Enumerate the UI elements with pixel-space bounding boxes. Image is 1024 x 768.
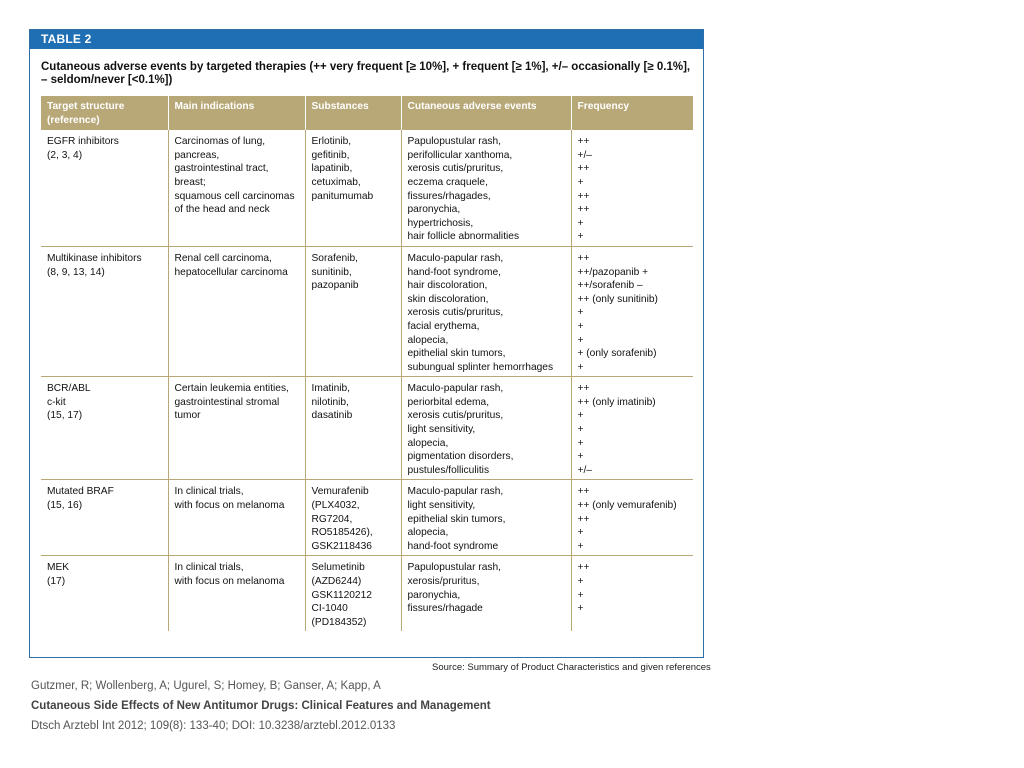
cell-line: panitumumab	[311, 190, 374, 202]
cell-line: GSK2118436	[311, 540, 372, 552]
cell-line: +	[577, 540, 584, 552]
cell-main-indications	[168, 246, 305, 376]
cell-main-indications	[168, 480, 305, 556]
cell-line: light sensitivity,	[407, 424, 476, 436]
table-header-row	[41, 96, 693, 130]
cell-line: c-kit	[47, 396, 66, 408]
cell-line: xerosis cutis/pruritus,	[407, 163, 504, 175]
cell-line: ++	[577, 163, 590, 175]
citation-journal: Dtsch Arztebl Int 2012; 109(8): 133-40; DOI: 10.3238/arztebl.2012.0133	[31, 720, 396, 732]
cell-line: +/–	[577, 149, 592, 161]
cell-line: Sorafenib,	[311, 252, 358, 264]
cell-line: In clinical trials,	[174, 486, 244, 498]
cell-line: facial erythema,	[407, 320, 480, 332]
cell-target-structure	[41, 480, 168, 556]
cell-line: +	[577, 231, 584, 243]
column-header-target-structure	[41, 96, 168, 130]
cell-line: paronychia,	[407, 204, 461, 216]
cell-line: sunitinib,	[311, 266, 352, 278]
cell-line: In clinical trials,	[174, 562, 244, 574]
cell-line: hypertrichosis,	[407, 217, 474, 229]
column-header-substances	[305, 96, 401, 130]
cell-line: +	[577, 217, 584, 229]
cell-target-structure	[41, 246, 168, 376]
cell-line: +	[577, 527, 584, 539]
cell-line: ++	[577, 486, 590, 498]
cell-line: eczema craquele,	[407, 176, 488, 188]
cell-line: gefitinib,	[311, 149, 350, 161]
cell-line: Papulopustular rash,	[407, 136, 501, 148]
cell-line: pigmentation disorders,	[407, 451, 514, 463]
header-line: Main indications	[174, 101, 255, 112]
cell-line: ++	[577, 136, 590, 148]
cell-line: BCR/ABL	[47, 383, 91, 395]
cell-substances	[305, 130, 401, 246]
cell-line: (8, 9, 13, 14)	[47, 266, 105, 278]
cell-line: (PLX4032,	[311, 500, 360, 512]
citation-authors: Gutzmer, R; Wollenberg, A; Ugurel, S; Homey, B; Ganser, A; Kapp, A	[31, 680, 381, 692]
cell-cutaneous-adverse-events	[401, 556, 571, 631]
cell-line: tumor	[174, 410, 201, 422]
table-body	[41, 130, 693, 631]
cell-line: ++	[577, 252, 590, 264]
cell-main-indications	[168, 556, 305, 631]
header-line: (reference)	[47, 114, 100, 126]
cell-line: hand-foot syndrome	[407, 540, 499, 552]
citation-title: Cutaneous Side Effects of New Antitumor Drugs: Clinical Features and Management	[31, 700, 491, 712]
cell-line: fissures/rhagades,	[407, 190, 491, 202]
cell-line: Imatinib,	[311, 383, 351, 395]
cell-line: +	[577, 176, 584, 188]
cell-line: with focus on melanoma	[174, 576, 285, 587]
cell-line: ++ (only sunitinib)	[577, 293, 658, 305]
cell-frequency	[571, 377, 693, 480]
cell-frequency	[571, 246, 693, 376]
cell-line: hepatocellular carcinoma	[174, 266, 288, 278]
cell-cutaneous-adverse-events	[401, 377, 571, 480]
cell-line: ++/pazopanib +	[577, 266, 649, 278]
header-line: Frequency	[577, 101, 630, 112]
cell-line: with focus on melanoma	[174, 500, 285, 512]
cell-line: Mutated BRAF	[47, 486, 114, 498]
table-row	[41, 377, 693, 480]
cell-line: (15, 17)	[47, 410, 83, 422]
cell-line: Certain leukemia entities,	[174, 383, 289, 395]
cell-line: xerosis cutis/pruritus,	[407, 307, 504, 319]
header-line: Cutaneous adverse events	[407, 101, 537, 112]
cell-line: +	[577, 410, 584, 422]
table-figure	[29, 29, 704, 658]
cell-line: Renal cell carcinoma,	[174, 252, 272, 264]
cell-line: + (only sorafenib)	[577, 348, 657, 360]
cell-line: pazopanib	[311, 280, 359, 292]
cell-main-indications	[168, 130, 305, 246]
cell-line: of the head and neck	[174, 204, 270, 216]
table-row	[41, 556, 693, 631]
cell-line: RO5185426),	[311, 527, 373, 539]
table-source-note: Source: Summary of Product Characteristics and given references	[432, 662, 711, 673]
cell-line: +	[577, 320, 584, 332]
column-header-cutaneous-adverse-events	[401, 96, 571, 130]
cell-line: hair discoloration,	[407, 280, 488, 292]
cell-line: (15, 16)	[47, 500, 83, 512]
cell-main-indications	[168, 377, 305, 480]
cell-line: pustules/folliculitis	[407, 464, 490, 476]
cell-line: +	[577, 424, 584, 436]
table-caption: Cutaneous adverse events by targeted therapies (++ very frequent [≥ 10%], + frequent [≥ 1%], +/– occasionally [≥ 0.1%], – seldom/never [<0.1%])	[41, 61, 691, 86]
cell-line: +/–	[577, 464, 592, 476]
cell-line: ++ (only imatinib)	[577, 396, 656, 408]
cell-line: Maculo-papular rash,	[407, 252, 504, 264]
cell-line: Multikinase inhibitors	[47, 252, 142, 264]
cell-target-structure	[41, 377, 168, 480]
cell-line: dasatinib	[311, 410, 353, 422]
cell-line: +	[577, 307, 584, 319]
cell-substances	[305, 377, 401, 480]
cell-line: (AZD6244)	[311, 576, 362, 587]
cell-line: hand-foot syndrome,	[407, 266, 501, 278]
cell-line: EGFR inhibitors	[47, 136, 119, 148]
cell-line: skin discoloration,	[407, 293, 489, 305]
cell-target-structure	[41, 130, 168, 246]
cell-cutaneous-adverse-events	[401, 480, 571, 556]
table-row	[41, 246, 693, 376]
cell-line: +	[577, 576, 584, 587]
cell-line: Selumetinib	[311, 562, 365, 574]
cell-line: +	[577, 437, 584, 449]
cell-line: alopecia,	[407, 437, 449, 449]
cell-line: ++	[577, 513, 590, 525]
cell-line: gastrointestinal stromal	[174, 396, 280, 408]
cell-line: epithelial skin tumors,	[407, 513, 506, 525]
cell-line: ++/sorafenib –	[577, 280, 643, 292]
cell-line: hair follicle abnormalities	[407, 231, 520, 243]
cell-line: paronychia,	[407, 589, 461, 601]
cell-line: perifollicular xanthoma,	[407, 149, 513, 161]
cell-cutaneous-adverse-events	[401, 130, 571, 246]
table-row	[41, 480, 693, 556]
cell-line: +	[577, 589, 584, 601]
cell-line: ++	[577, 383, 590, 395]
cell-cutaneous-adverse-events	[401, 246, 571, 376]
cell-line: xerosis/pruritus,	[407, 576, 480, 587]
cell-line: Maculo-papular rash,	[407, 486, 504, 498]
header-line: Target structure	[47, 101, 125, 112]
cell-line: epithelial skin tumors,	[407, 348, 506, 360]
cell-line: +	[577, 451, 584, 463]
cell-frequency	[571, 556, 693, 631]
cell-line: breast;	[174, 176, 206, 188]
cell-line: light sensitivity,	[407, 500, 476, 512]
cell-substances	[305, 246, 401, 376]
cell-line: pancreas,	[174, 149, 220, 161]
cell-line: GSK1120212	[311, 589, 372, 601]
cell-line: ++ (only vemurafenib)	[577, 500, 677, 512]
adverse-events-table	[41, 96, 693, 631]
cell-line: RG7204,	[311, 513, 353, 525]
cell-line: Vemurafenib	[311, 486, 369, 498]
column-header-frequency	[571, 96, 693, 130]
cell-line: lapatinib,	[311, 163, 353, 175]
cell-line: +	[577, 603, 584, 615]
cell-frequency	[571, 130, 693, 246]
cell-line: (2, 3, 4)	[47, 149, 83, 161]
cell-line: periorbital edema,	[407, 396, 490, 408]
cell-frequency	[571, 480, 693, 556]
cell-line: subungual splinter hemorrhages	[407, 361, 554, 373]
cell-line: gastrointestinal tract,	[174, 163, 269, 175]
cell-line: alopecia,	[407, 334, 449, 346]
cell-line: (PD184352)	[311, 616, 367, 628]
table-row	[41, 130, 693, 246]
cell-line: alopecia,	[407, 527, 449, 539]
cell-line: Carcinomas of lung,	[174, 136, 266, 148]
cell-line: squamous cell carcinomas	[174, 190, 295, 202]
cell-line: +	[577, 334, 584, 346]
cell-substances	[305, 480, 401, 556]
header-line: Substances	[311, 101, 369, 112]
cell-line: xerosis cutis/pruritus,	[407, 410, 504, 422]
cell-line: cetuximab,	[311, 176, 361, 188]
cell-line: MEK	[47, 562, 70, 574]
cell-line: Maculo-papular rash,	[407, 383, 504, 395]
cell-line: ++	[577, 190, 590, 202]
cell-line: fissures/rhagade	[407, 603, 483, 615]
column-header-main-indications	[168, 96, 305, 130]
cell-substances	[305, 556, 401, 631]
cell-target-structure	[41, 556, 168, 631]
cell-line: ++	[577, 204, 590, 216]
cell-line: ++	[577, 562, 590, 574]
cell-line: CI-1040	[311, 603, 348, 615]
cell-line: Erlotinib,	[311, 136, 352, 148]
cell-line: nilotinib,	[311, 396, 349, 408]
cell-line: +	[577, 361, 584, 373]
table-label: TABLE 2	[30, 30, 703, 49]
cell-line: (17)	[47, 576, 66, 587]
cell-line: Papulopustular rash,	[407, 562, 501, 574]
